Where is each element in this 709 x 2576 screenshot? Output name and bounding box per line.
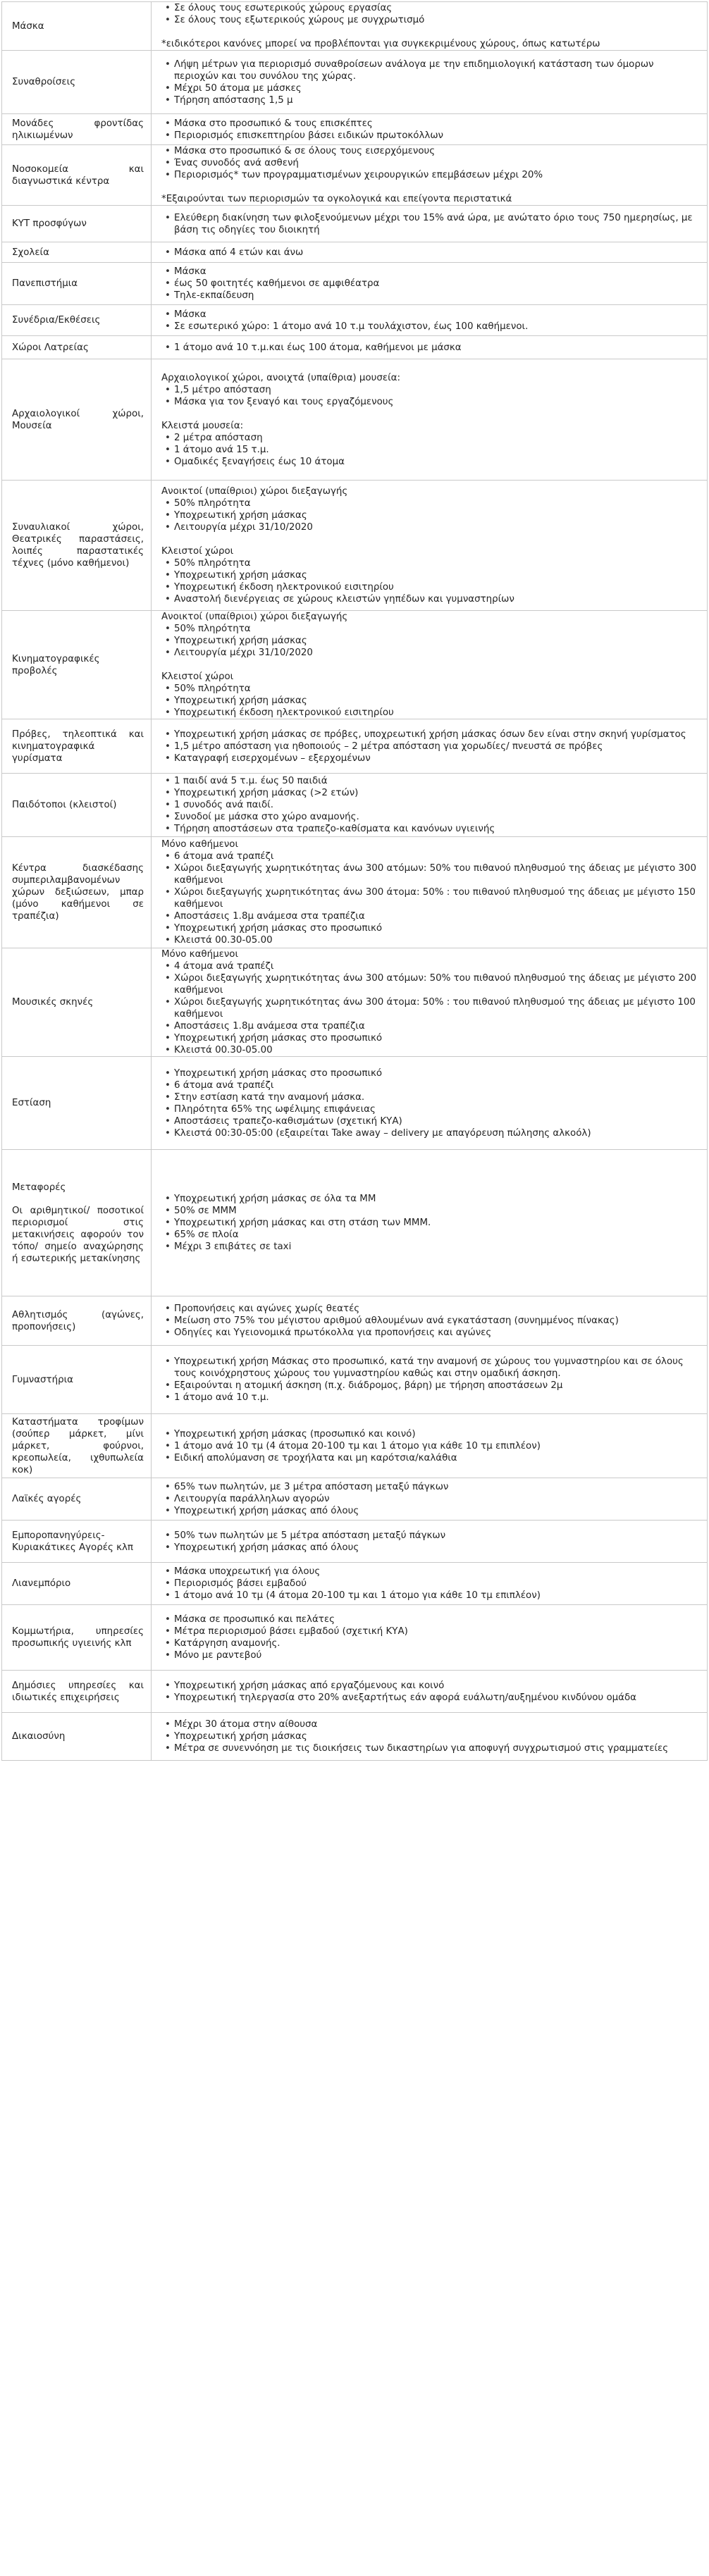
measure-list [161,1530,698,1554]
measures-cell [152,1414,708,1478]
category-cell [2,2,152,51]
measure-item: • Μείωση στο 75% του μέγιστου αριθμού αθλουμένων ανά εγκατάσταση (συνημμένος πίνακας) [174,1315,698,1327]
measure-item: • Καταγραφή εισερχομένων – εξερχομένων [174,753,698,764]
category-cell [2,114,152,145]
measure-item: • Υποχρεωτική χρήση μάσκας σε πρόβες, υποχρεωτική χρήση μάσκας όσων δεν είναι στην σκηνή γυρίσματος [174,729,698,741]
category-cell [2,481,152,611]
measures-cell [152,948,708,1057]
measure-list [161,212,698,236]
category-cell [2,948,152,1057]
measure-item: • Συνοδοί με μάσκα στο χώρο αναμονής. [174,811,698,823]
measures-cell [152,1150,708,1296]
measures-cell [152,51,708,114]
category-label: Χώροι Λατρείας [12,342,89,353]
measure-item: • Στην εστίαση κατά την αναμονή μάσκα. [174,1091,698,1103]
measure-list [161,557,698,605]
category-cell [2,1713,152,1761]
category-cell [2,774,152,837]
category-cell [2,1563,152,1605]
measure-item: • 50% πληρότητα [174,557,698,569]
category-label: Δημόσιες υπηρεσίες και ιδιωτικές επιχειρήσεις [12,1680,144,1703]
measure-list [161,309,698,333]
measure-item: • Κλειστά 00.30-05.00 [174,934,698,946]
measure-item: • Μέτρα σε συνεννόηση με τις διοικήσεις των δικαστηρίων για αποφυγή συγχρωτισμού στις γραμματείες [174,1742,698,1754]
measure-item: • Υποχρεωτική χρήση μάσκας από όλους [174,1542,698,1554]
category-label: Αθλητισμός (αγώνες, προπονήσεις) [12,1309,144,1332]
category-cell [2,242,152,263]
measure-item: • Υποχρεωτική χρήση μάσκας [174,695,698,707]
category-label: Πανεπιστήμια [12,278,78,289]
category-cell [2,359,152,481]
measure-list [161,1719,698,1754]
measure-list [161,960,698,1056]
measure-item: • Ένας συνοδός ανά ασθενή [174,157,698,169]
category-cell [2,263,152,305]
measure-item: • Τηλε-εκπαίδευση [174,290,698,302]
measures-cell [152,774,708,837]
table-row [2,948,708,1057]
measure-item: • Μάσκα [174,266,698,278]
category-label: Γυμναστήρια [12,1374,73,1385]
measure-item: • Τήρηση αποστάσεων στα τραπεζο-καθίσματα και κανόνων υγιεινής [174,823,698,835]
measure-item: • Κλειστά 00.30-05.00 [174,1044,698,1056]
measure-item: • 1,5 μέτρο απόσταση για ηθοποιούς – 2 μέτρα απόσταση για χορωδίες/ πνευστά σε πρόβες [174,741,698,753]
measures-cell [152,837,708,948]
measure-item: • Κλειστά 00:30-05:00 (εξαιρείται Take away – delivery με απαγόρευση πώλησης αλκοόλ) [174,1127,698,1139]
measure-item: • Αναστολή διενέργειας σε χώρους κλειστών γηπέδων και γυμναστηρίων [174,593,698,605]
measures-cell [152,1605,708,1671]
category-label: Νοσοκομεία και διαγνωστικά κέντρα [12,163,144,187]
measure-list [161,118,698,142]
category-cell [2,305,152,336]
table-row [2,1563,708,1605]
measure-item: • Σε όλους τους εξωτερικούς χώρους με συγχρωτισμό [174,14,698,26]
measure-item: • Σε όλους τους εσωτερικούς χώρους εργασίας [174,2,698,14]
measure-item: • Μέτρα περιορισμού βάσει εμβαδού (σχετική ΚΥΑ) [174,1626,698,1637]
measure-item: • Αποστάσεις 1.8μ ανάμεσα στα τραπέζια [174,910,698,922]
measure-item: • Υποχρεωτική χρήση Μάσκας στο προσωπικό, κατά την αναμονή σε χώρους του γυμναστηρίου και σε όλους τους κοινόχρηστους χώρους του γυμναστηρίου καθώς και στην ομαδική άσκηση. [174,1356,698,1380]
measure-list [161,683,698,719]
category-cell [2,336,152,359]
measure-heading: Μόνο καθήμενοι [161,949,239,960]
measure-list [161,58,698,106]
category-label: Μεταφορές [12,1182,66,1193]
measures-cell [152,1346,708,1414]
measure-item: • 65% των πωλητών, με 3 μέτρα απόσταση μεταξύ πάγκων [174,1481,698,1493]
measures-cell [152,242,708,263]
measure-item: • Χώροι διεξαγωγής χωρητικότητας άνω 300 ατόμων: 50% του πιθανού πληθυσμού της άδειας με μέγιστο 200 καθήμενοι [174,972,698,996]
measure-item: • Υποχρεωτική έκδοση ηλεκτρονικού εισιτηρίου [174,707,698,719]
category-label: Μονάδες φροντίδας ηλικιωμένων [12,118,144,141]
measure-note: *ειδικότεροι κανόνες μπορεί να προβλέπονται για συγκεκριμένους χώρους, όπως κατωτέρω [161,39,600,49]
table-row [2,263,708,305]
measure-list [161,145,698,181]
category-cell [2,1057,152,1150]
table-row [2,1521,708,1563]
table-row [2,2,708,51]
category-label: Δικαιοσύνη [12,1731,66,1742]
measure-item: • Κατάργηση αναμονής. [174,1637,698,1649]
category-label: Πρόβες, τηλεοπτικά και κινηματογραφικά γυρίσματα [12,729,144,764]
measure-item: • Λειτουργία μέχρι 31/10/2020 [174,521,698,533]
measure-list [161,497,698,533]
spacer [161,181,698,193]
measure-item: • 1 άτομο ανά 10 τμ (4 άτομα 20-100 τμ και 1 άτομο για κάθε 10 τμ επιπλέον) [174,1440,698,1452]
category-label: Καταστήματα τροφίμων (σούπερ μάρκετ, μίνι μάρκετ, φούρνοι, κρεοπωλεία, ιχθυπωλεία κοκ) [12,1416,144,1475]
measure-item: • Σε εσωτερικό χώρο: 1 άτομο ανά 10 τ.μ τουλάχιστον, έως 100 καθήμενοι. [174,321,698,333]
measure-list [161,247,698,259]
category-label: Κέντρα διασκέδασης συμπεριλαμβανομένων χώρων δεξιώσεων, μπαρ (μόνο καθήμενοι σε τραπέζια) [12,863,144,922]
table-row [2,1296,708,1346]
measure-list [161,1481,698,1517]
measure-item: • Υποχρεωτική χρήση μάσκας [174,569,698,581]
measure-item: • Υποχρεωτική χρήση μάσκας στο προσωπικό [174,1067,698,1079]
measure-list [161,729,698,764]
category-label: Συναθροίσεις [12,77,76,87]
measure-item: • Υποχρεωτική χρήση μάσκας (>2 ετών) [174,787,698,799]
measure-heading: Κλειστά μουσεία: [161,420,244,431]
measure-item: • Ειδική απολύμανση σε τροχήλατα και μη καρότσια/καλάθια [174,1452,698,1464]
measure-item: • Μάσκα [174,309,698,321]
measures-cell [152,1478,708,1521]
category-label: Εμποροπανηγύρεις-Κυριακάτικες Αγορές κλπ [12,1530,133,1553]
table-row [2,1713,708,1761]
measure-item: • έως 50 φοιτητές καθήμενοι σε αμφιθέατρα [174,278,698,290]
measure-list [161,1428,698,1464]
measure-item: • Ελεύθερη διακίνηση των φιλοξενούμενων μέχρι του 15% ανά ώρα, με ανώτατο όριο τους 750 ημερησίως, με βάση τις οδηγίες του διοικητή [174,212,698,236]
category-label: Παιδότοποι (κλειστοί) [12,800,117,810]
category-cell [2,1346,152,1414]
category-cell [2,1478,152,1521]
measure-item: • Υποχρεωτική χρήση μάσκας από εργαζόμενους και κοινό [174,1680,698,1692]
category-note: Οι αριθμητικοί/ ποσοτικοί περιορισμοί στις μετακινήσεις αφορούν τον τόπο/ σημείο αναχώρησης ή εσωτερικής μετακίνησης [12,1205,144,1264]
measure-item: • Μέχρι 50 άτομα με μάσκες [174,82,698,94]
measure-list [161,1193,698,1253]
measure-heading: Κλειστοί χώροι [161,671,234,682]
measure-item: • Περιορισμός βάσει εμβαδού [174,1578,698,1590]
measure-item: • Προπονήσεις και αγώνες χωρίς θεατές [174,1303,698,1315]
measure-item: • 6 άτομα ανά τραπέζι [174,850,698,862]
measure-item: • Αποστάσεις 1.8μ ανάμεσα στα τραπέζια [174,1020,698,1032]
category-cell [2,145,152,206]
category-cell [2,1150,152,1296]
table-row [2,837,708,948]
measure-list [161,384,698,408]
category-cell [2,51,152,114]
measure-item: • 50% πληρότητα [174,623,698,635]
measure-item: • 1,5 μέτρο απόσταση [174,384,698,396]
table-row [2,359,708,481]
measures-cell [152,1563,708,1605]
measure-item: • 65% σε πλοία [174,1229,698,1241]
table-row [2,1346,708,1414]
measure-item: • Μάσκα στο προσωπικό & τους επισκέπτες [174,118,698,130]
category-label: Συνέδρια/Εκθέσεις [12,315,101,326]
measures-cell [152,719,708,774]
measure-item: • Αποστάσεις τραπεζο-καθισμάτων (σχετική ΚΥΑ) [174,1115,698,1127]
measure-heading: Κλειστοί χώροι [161,546,234,557]
measure-heading: Μόνο καθήμενοι [161,839,239,850]
measure-item: • Τήρηση απόστασης 1,5 μ [174,94,698,106]
measure-heading: Αρχαιολογικοί χώροι, ανοιχτά (υπαίθρια) μουσεία: [161,372,400,383]
measures-cell [152,114,708,145]
measure-item: • Υποχρεωτική χρήση μάσκας (προσωπικό και κοινό) [174,1428,698,1440]
table-row [2,719,708,774]
measure-item: • Υποχρεωτική τηλεργασία στο 20% ανεξαρτήτως εάν αφορά ευάλωτη/αυξημένου κινδύνου ομάδα [174,1692,698,1704]
measure-item: • 6 άτομα ανά τραπέζι [174,1079,698,1091]
measure-item: • Χώροι διεξαγωγής χωρητικότητας άνω 300 άτομα: 50% : του πιθανού πληθυσμού της άδειας με μέγιστο 100 καθήμενοι [174,996,698,1020]
measure-item: • 1 παιδί ανά 5 τ.μ. έως 50 παιδιά [174,775,698,787]
category-label: Μουσικές σκηνές [12,997,94,1008]
measure-list [161,850,698,946]
measures-cell [152,336,708,359]
category-cell [2,719,152,774]
measure-item: • Μάσκα σε προσωπικό και πελάτες [174,1614,698,1626]
measure-item: • 4 άτομα ανά τραπέζι [174,960,698,972]
table-row [2,336,708,359]
table-row [2,774,708,837]
measure-heading: Ανοικτοί (υπαίθριοι) χώροι διεξαγωγής [161,486,348,497]
measure-item: • Υποχρεωτική χρήση μάσκας από όλους [174,1505,698,1517]
measures-table-body [2,2,708,1761]
measure-item: • 1 άτομο ανά 10 τ.μ. [174,1392,698,1404]
category-label: Κομμωτήρια, υπηρεσίες προσωπικής υγιεινής κλπ [12,1626,144,1649]
table-row [2,51,708,114]
measure-item: • Μόνο με ραντεβού [174,1649,698,1661]
measure-item: • Εξαιρούνται η ατομική άσκηση (π.χ. διάδρομος, βάρη) με τήρηση αποστάσεων 2μ [174,1380,698,1392]
measure-item: • Λειτουργία μέχρι 31/10/2020 [174,647,698,659]
table-row [2,206,708,242]
measure-heading: Ανοικτοί (υπαίθριοι) χώροι διεξαγωγής [161,612,348,622]
measures-cell [152,305,708,336]
category-cell [2,1296,152,1346]
measure-list [161,432,698,468]
table-row [2,1057,708,1150]
spacer [161,26,698,38]
spacer [161,659,698,671]
measure-item: • 50% σε ΜΜΜ [174,1205,698,1217]
measure-item: • Υποχρεωτική χρήση μάσκας [174,1730,698,1742]
table-row [2,1671,708,1713]
measure-item: • Περιορισμός επισκεπτηρίου βάσει ειδικών πρωτοκόλλων [174,130,698,142]
measure-item: • Μέχρι 3 επιβάτες σε taxi [174,1241,698,1253]
category-label: Σχολεία [12,247,49,258]
table-row [2,145,708,206]
measure-list [161,1067,698,1139]
category-label: Λαϊκές αγορές [12,1494,82,1504]
measure-item: • Μάσκα για τον ξεναγό και τους εργαζόμενους [174,396,698,408]
measure-list [161,775,698,835]
measure-item: • Οδηγίες και Υγειονομικά πρωτόκολλα για προπονήσεις και αγώνες [174,1327,698,1339]
table-row [2,1150,708,1296]
measure-list [161,1303,698,1339]
measure-item: • Χώροι διεξαγωγής χωρητικότητας άνω 300 ατόμων: 50% του πιθανού πληθυσμού της άδειας με μέγιστο 300 καθήμενοι [174,862,698,886]
measure-item: • Λήψη μέτρων για περιορισμό συναθροίσεων ανάλογα με την επιδημιολογική κατάσταση των όμορων περιοχών και του συνόλου της χώρας. [174,58,698,82]
category-cell [2,611,152,719]
measure-list [161,1566,698,1602]
category-label: Αρχαιολογικοί χώροι, Μουσεία [12,408,144,431]
measures-cell [152,359,708,481]
category-label: Μάσκα [12,20,44,32]
measures-cell [152,2,708,51]
table-row [2,481,708,611]
measure-item: • Υποχρεωτική χρήση μάσκας [174,635,698,647]
measure-item: • Ομαδικές ξεναγήσεις έως 10 άτομα [174,456,698,468]
measures-cell [152,1713,708,1761]
spacer [161,408,698,420]
category-cell [2,837,152,948]
category-cell [2,1414,152,1478]
measure-item: • 1 άτομο ανά 10 τμ (4 άτομα 20-100 τμ και 1 άτομο για κάθε 10 τμ επιπλέον) [174,1590,698,1602]
table-row [2,611,708,719]
category-cell [2,1671,152,1713]
measure-item: • 2 μέτρα απόσταση [174,432,698,444]
spacer [161,533,698,545]
category-cell [2,206,152,242]
measure-item: • 50% των πωλητών με 5 μέτρα απόσταση μεταξύ πάγκων [174,1530,698,1542]
measure-item: • Υποχρεωτική χρήση μάσκας και στη στάση των ΜΜΜ. [174,1217,698,1229]
measure-item: • Μέχρι 30 άτομα στην αίθουσα [174,1719,698,1730]
category-label: ΚΥΤ προσφύγων [12,218,87,229]
table-row [2,305,708,336]
measure-item: • Πληρότητα 65% της ωφέλιμης επιφάνειας [174,1103,698,1115]
measure-list [161,623,698,659]
table-row [2,114,708,145]
category-label: Κινηματογραφικές προβολές [12,653,100,676]
measure-list [161,2,698,26]
category-label: Εστίαση [12,1098,51,1108]
measures-cell [152,1671,708,1713]
measure-item: • 1 άτομο ανά 10 τ.μ.και έως 100 άτομα, καθήμενοι με μάσκα [174,342,698,354]
measures-cell [152,611,708,719]
measure-item: • Μάσκα στο προσωπικό & σε όλους τους εισερχόμενους [174,145,698,157]
measure-item: • Υποχρεωτική χρήση μάσκας στο προσωπικό [174,1032,698,1044]
measure-item: • Λειτουργία παράλληλων αγορών [174,1493,698,1505]
measure-item: • Υποχρεωτική χρήση μάσκας [174,509,698,521]
measure-list [161,1614,698,1661]
measure-item: • 1 συνοδός ανά παιδί. [174,799,698,811]
category-cell [2,1521,152,1563]
measure-note: *Εξαιρούνται των περιορισμών τα ογκολογικά και επείγοντα περιστατικά [161,194,512,204]
measures-cell [152,1521,708,1563]
category-label: Συναυλιακοί χώροι, Θεατρικές παραστάσεις, λοιπές παραστατικές τέχνες (μόνο καθήμενοι) [12,522,144,569]
measures-cell [152,263,708,305]
measure-item: • Μάσκα υποχρεωτική για όλους [174,1566,698,1578]
measure-list [161,342,698,354]
measure-item: • Υποχρεωτική χρήση μάσκας σε όλα τα ΜΜ [174,1193,698,1205]
measure-item: • 1 άτομο ανά 15 τ.μ. [174,444,698,456]
table-row [2,242,708,263]
measures-cell [152,1296,708,1346]
table-row [2,1605,708,1671]
category-cell [2,1605,152,1671]
measures-cell [152,481,708,611]
measure-item: • Υποχρεωτική χρήση μάσκας στο προσωπικό [174,922,698,934]
measure-list [161,1356,698,1404]
measures-cell [152,206,708,242]
measures-table [1,1,708,1761]
measures-cell [152,1057,708,1150]
category-label: Λιανεμπόριο [12,1578,71,1589]
measure-item: • Χώροι διεξαγωγής χωρητικότητας άνω 300 άτομα: 50% : του πιθανού πληθυσμού της άδειας με μέγιστο 150 καθήμενοι [174,886,698,910]
measure-item: • Μάσκα από 4 ετών και άνω [174,247,698,259]
table-row [2,1478,708,1521]
table-row [2,1414,708,1478]
measure-item: • Περιορισμός* των προγραμματισμένων χειρουργικών επεμβάσεων μέχρι 20% [174,169,698,181]
measure-list [161,266,698,302]
measure-item: • 50% πληρότητα [174,497,698,509]
measure-item: • 50% πληρότητα [174,683,698,695]
measure-item: • Υποχρεωτική έκδοση ηλεκτρονικού εισιτηρίου [174,581,698,593]
measure-list [161,1680,698,1704]
measures-cell [152,145,708,206]
